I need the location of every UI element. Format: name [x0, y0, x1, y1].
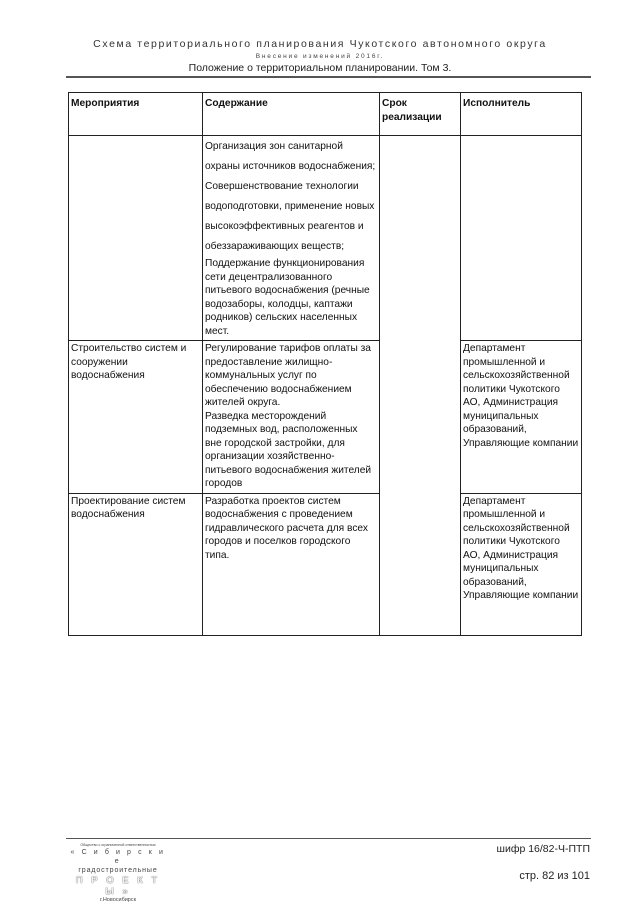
header-measures: Мероприятия: [69, 93, 203, 136]
header-term: Срок реализации: [380, 93, 461, 136]
content-text: Разведка месторождений подземных вод, расположенных вне городской застройки, для организации хозяйственно-питьевого водоснабжения жителей городов: [205, 410, 372, 489]
executor-cell: Департамент промышленной и сельскохозяйственной политики Чукотского АО, Администрация муниципальных образований, Управляющие компании: [461, 341, 582, 494]
content-text: Совершенствование технологии водоподготовки, применение новых высокоэффективных реагентов и обеззараживающих веществ;: [205, 181, 375, 252]
header-executor: Исполнитель: [461, 93, 582, 136]
logo-line: Общество с ограниченной ответственностью: [80, 843, 156, 847]
content-text: Организация зон санитарной охраны источников водоснабжения;: [205, 141, 376, 172]
content-text: Регулирование тарифов оплаты за предоставление жилищно-коммунальных услуг по обеспечению водоснабжением жителей округа.: [205, 343, 371, 408]
header-content: Содержание: [203, 93, 380, 136]
executor-cell: Департамент промышленной и сельскохозяйственной политики Чукотского АО, Администрация муниципальных образований, Управляющие компании: [461, 493, 582, 635]
term-cell: [380, 136, 461, 636]
document-cipher: шифр 16/82-Ч-ПТП: [496, 843, 590, 855]
header-title: Схема территориального планирования Чукотского автономного округа: [93, 38, 547, 50]
logo-line: « С и б и р с к и е: [70, 849, 166, 865]
company-logo: [68, 843, 168, 904]
page-number: стр. 82 из 101: [519, 870, 590, 882]
footer-divider: [66, 838, 591, 839]
header-divider: [66, 76, 591, 78]
content-cell: [203, 341, 380, 494]
measure-cell: [69, 136, 203, 341]
table-header-row: [69, 93, 582, 136]
executor-cell: [461, 136, 582, 341]
document-title: Положение о территориальном планировании. Том 3.: [188, 62, 452, 74]
measure-cell: Строительство систем и сооружении водоснабжения: [69, 341, 203, 494]
content-cell: Разработка проектов систем водоснабжения с проведением гидравлического расчета для всех городов и поселков городского типа.: [203, 493, 380, 635]
table-row: [69, 341, 582, 494]
measures-table: [68, 92, 582, 636]
header-subtitle: Внесение изменений 2016г.: [255, 53, 385, 60]
content-text: Поддержание функционирования сети децентрализованного питьевого водоснабжения (речные водозаборы, колодцы, каптажи родников) сельских населенных мест.: [205, 258, 370, 337]
table-row: [69, 493, 582, 635]
logo-line: П Р О Е К Т Ы »: [75, 875, 161, 897]
content-cell: [203, 136, 380, 341]
logo-line: г.Новосибирск: [99, 897, 137, 903]
measure-cell: Проектирование систем водоснабжения: [69, 493, 203, 635]
table-row: [69, 136, 582, 341]
logo-line: градостроительные: [78, 867, 158, 874]
